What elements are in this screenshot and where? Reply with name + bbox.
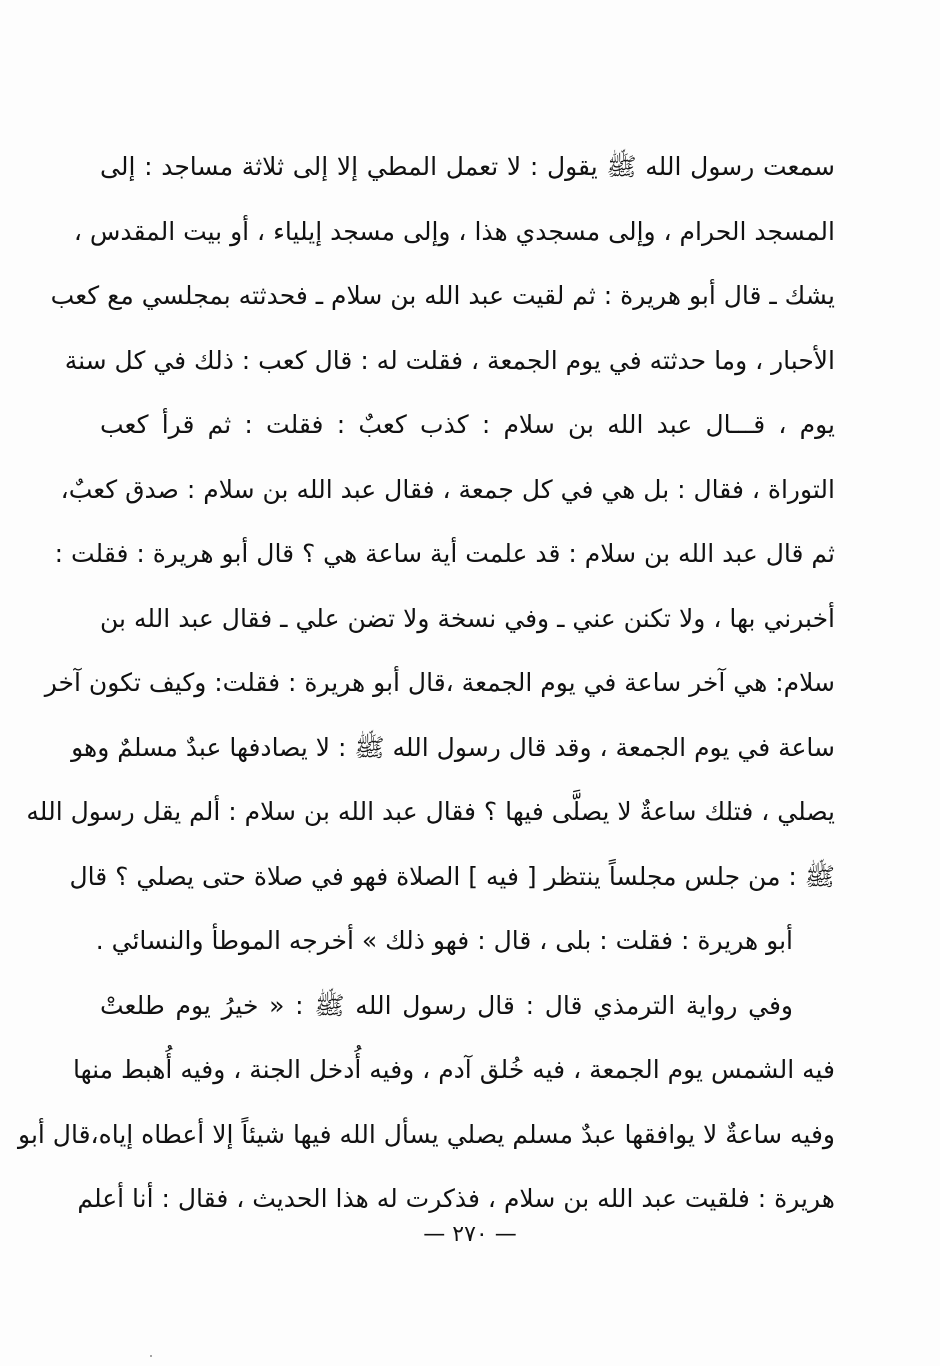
text-line-14-paragraph-start: وفي رواية الترمذي قال : قال رسول الله ﷺ : « خيرُ يوم طلعتْ <box>100 990 793 1020</box>
text-line-9: سلام: هي آخر ساعة في يوم الجمعة ،قال أبو هريرة : فقلت: وكيف تكون آخر <box>44 668 835 697</box>
text-line-1: سمعت رسول الله ﷺ يقول : لا تعمل المطي إلا إلى ثلاثة مساجد : إلى <box>100 152 835 181</box>
text-line-17: هريرة : فلقيت عبد الله بن سلام ، فذكرت له هذا الحديث ، فقال : أنا أعلم <box>77 1184 835 1213</box>
text-line-12: ﷺ : من جلس مجلساً ينتظر [ فيه ] الصلاة فهو في صلاة حتى يصلي ؟ قال <box>69 861 835 891</box>
text-line-10: ساعة في يوم الجمعة ، وقد قال رسول الله ﷺ : لا يصادفها عبدٌ مسلمٌ وهو <box>71 732 835 762</box>
text-line-7: ثم قال عبد الله بن سلام : قد علمت أية ساعة هي ؟ قال أبو هريرة : فقلت : <box>54 539 835 568</box>
text-line-4: الأحبار ، وما حدثته في يوم الجمعة ، فقلت له : قال كعب : ذلك في كل سنة <box>64 345 835 375</box>
text-line-16: وفيه ساعةٌ لا يوافقها عبدٌ مسلم يصلي يسأل الله فيها شيئاً إلا أعطاه إياه،قال أبو <box>18 1119 835 1149</box>
text-line-11: يصلي ، فتلك ساعةٌ لا يصلَّى فيها ؟ فقال عبد الله بن سلام : ألم يقل رسول الله <box>26 797 835 826</box>
page-number: — ٢٧٠ — <box>423 1222 517 1247</box>
text-line-3: يشك ـ قال أبو هريرة : ثم لقيت عبد الله بن سلام ـ فحدثته بمجلسي مع كعب <box>50 281 835 310</box>
text-line-8: أخبرني بها ، ولا تكنن عني ـ وفي نسخة ولا تضن علي ـ فقال عبد الله بن <box>100 603 835 633</box>
text-line-5: يوم ، قـــال عبد الله بن سلام : كذب كعبٌ : فقلت : ثم قرأ كعب <box>100 410 835 439</box>
text-line-15: فيه الشمس يوم الجمعة ، فيه خُلق آدم ، وفيه أُدخل الجنة ، وفيه أُهبط منها <box>72 1055 835 1084</box>
arabic-text-block <box>18 135 835 1232</box>
text-line-2: المسجد الحرام ، وإلى مسجدي هذا ، وإلى مسجد إيلياء ، أو بيت المقدس ، <box>73 216 835 246</box>
text-line-13-paragraph-end: أبو هريرة : فقلت : بلى ، قال : فهو ذلك » أخرجه الموطأ والنسائي . <box>95 926 793 955</box>
text-line-6: التوراة ، فقال : بل هي في كل جمعة ، فقال عبد الله بن سلام : صدق كعبٌ، <box>60 474 835 504</box>
scan-speck <box>150 1355 152 1357</box>
